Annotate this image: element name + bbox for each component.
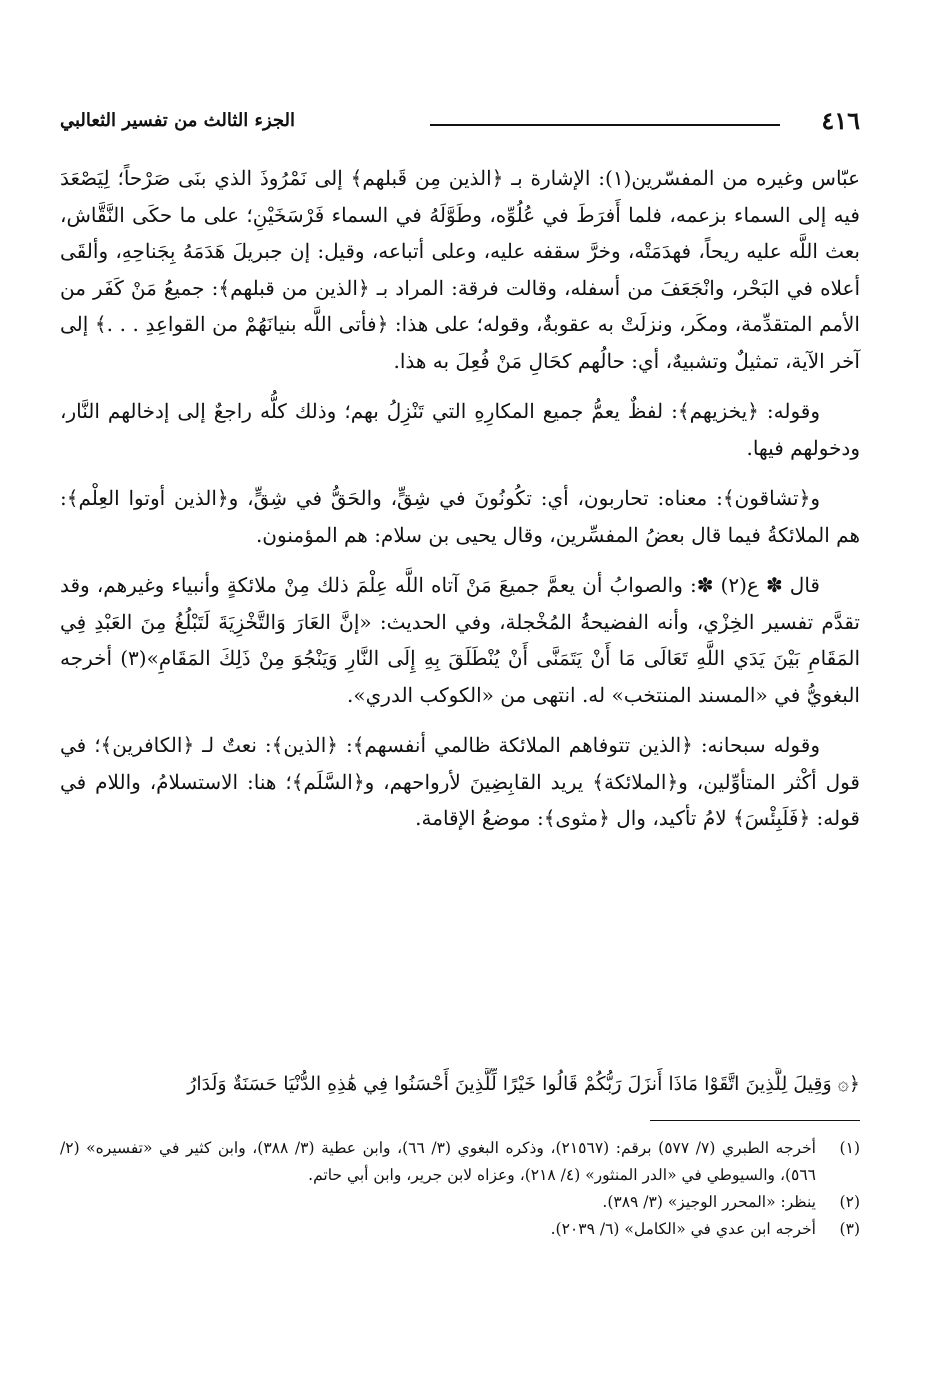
- running-title: الجزء الثالث من تفسير الثعالبي: [60, 110, 296, 131]
- footnote-3: [60, 1216, 860, 1243]
- footnote-1: [60, 1135, 860, 1189]
- footnotes: [60, 1135, 860, 1243]
- footnote-mark: (٣): [839, 1220, 860, 1238]
- quran-verse: ﴿۞ وَقِيلَ لِلَّذِينَ اتَّقَوْا مَاذَا أَنزَلَ رَبُّكُمْ قَالُوا خَيْرًا لِّلَّذِينَ أَحْسَنُوا فِي هَٰذِهِ الدُّنْيَا حَسَنَةٌ وَلَدَارُ: [187, 1073, 860, 1095]
- paragraph-3: و﴿تشاقون﴾: معناه: تحاربون، أي: تكُونُونَ في شِقٍّ، والحَقُّ في شِقٍّ، و﴿الذين أوتوا العِلْم﴾: هم الملائكةُ فيما قال بعضُ المفسِّرين، وقال يحيى بن سلام: هم المؤمنون.: [60, 486, 860, 547]
- footnote-rule: [650, 1120, 860, 1121]
- footnote-text: ينظر: «المحرر الوجيز» (٣/ ٣٨٩).: [602, 1193, 816, 1211]
- footnote-text: أخرجه الطبري (٧/ ٥٧٧) برقم: (٢١٥٦٧)، وذكره البغوي (٣/ ٦٦)، وابن عطية (٣/ ٣٨٨)، وابن كثير في «تفسيره» (٢/ ٥٦٦)، والسيوطي في «الدر المنثور» (٤/ ٢١٨)، وعزاه لابن جرير، وابن أبي حاتم.: [60, 1139, 816, 1184]
- footnote-text: أخرجه ابن عدي في «الكامل» (٦/ ٢٠٣٩).: [550, 1220, 816, 1238]
- running-head: [60, 104, 860, 144]
- paragraph-4: قال ✽ ع(٢) ✽: والصوابُ أن يعمَّ جميعَ مَنْ آتاه اللَّه عِلْمَ ذلك مِنْ ملائكةٍ وأنبياء وغيرهم، وقد تقدَّم تفسير الخِزْي، وأنه الفضيحةُ المُخْجلة، وفي الحديث: «إنَّ العَارَ وَالتَّخْزِيَةَ لَتَبْلُغُ مِنَ العَبْدِ فِي المَقَامِ بَيْنَ يَدَي اللَّهِ تَعَالَى مَا أَنْ يَتَمَنَّى أَنْ يُنْطَلَقَ بِهِ إِلَى النَّارِ وَيَنْجُوَ مِنْ ذَلِكَ المَقَامِ»(٣) أخرجه البغويُّ في «المسند المنتخب» له. انتهى من «الكوكب الدري».: [60, 573, 861, 707]
- paragraph-5: وقوله سبحانه: ﴿الذين تتوفاهم الملائكة ظالمي أنفسهم﴾: ﴿الذين﴾: نعتٌ لـ ﴿الكافرين﴾؛ في قول أكْثر المتأوِّلين، و﴿الملائكة﴾ يريد القابِضِينَ لأرواحهم، و﴿السَّلَم﴾؛ هنا: الاستسلامُ، واللام في قوله: ﴿فَلَبِئْسَ﴾ لامُ تأكيد، وال ﴿مثوى﴾: موضعُ الإقامة.: [60, 733, 860, 830]
- paragraph-1: عبّاس وغيره من المفسّرين(١): الإشارة بـ ﴿الذين مِن قَبلهم﴾ إلى نَمْرُوذَ الذي بنَى صَرْحاً؛ لِيَصْعَدَ فيه إلى السماء بزعمه، فلما أَفرَطَ في عُلُوِّه، وطَوَّلَهُ في السماء فَرْسَخَيْنِ؛ على ما حكَى النَّقَّاش، بعث اللَّه عليه ريحاً، فهدَمَتْه، وخرَّ سقفه عليه، وعلى أتباعه، وقيل: إن جبريلَ هَدَمَهُ بِجَناحِهِ، وألقَى أعلاه في البَحْر، وانْجَعَفَ من أسفله، وقالت فرقة: المراد بـ ﴿الذين من قبلهم﴾: جميعُ مَنْ كَفَر من الأمم المتقدِّمة، ومكَر، ونزلَتْ به عقوبةٌ، وقوله؛ على هذا: ﴿فأتى اللَّه بنيانَهُمْ من القواعِدِ . . .﴾ إلى آخر الآية، تمثيلٌ وتشبيهٌ، أي: حالُهم كحَالِ مَنْ فُعِلَ به هذا.: [60, 166, 861, 373]
- page-number: ٤١٦: [821, 106, 860, 135]
- footnote-2: [60, 1189, 860, 1216]
- footnote-mark: (٢): [839, 1193, 860, 1211]
- paragraph-2: وقوله: ﴿يخزيهم﴾: لفظٌ يعمُّ جميع المكارِهِ التي تَنْزِلُ بهم؛ وذلك كلُّه راجعٌ إلى إدخالهم النَّار، ودخولهم فيها.: [60, 399, 860, 460]
- footnote-mark: (١): [839, 1139, 860, 1157]
- header-rule: [430, 124, 780, 126]
- main-text: [60, 160, 860, 851]
